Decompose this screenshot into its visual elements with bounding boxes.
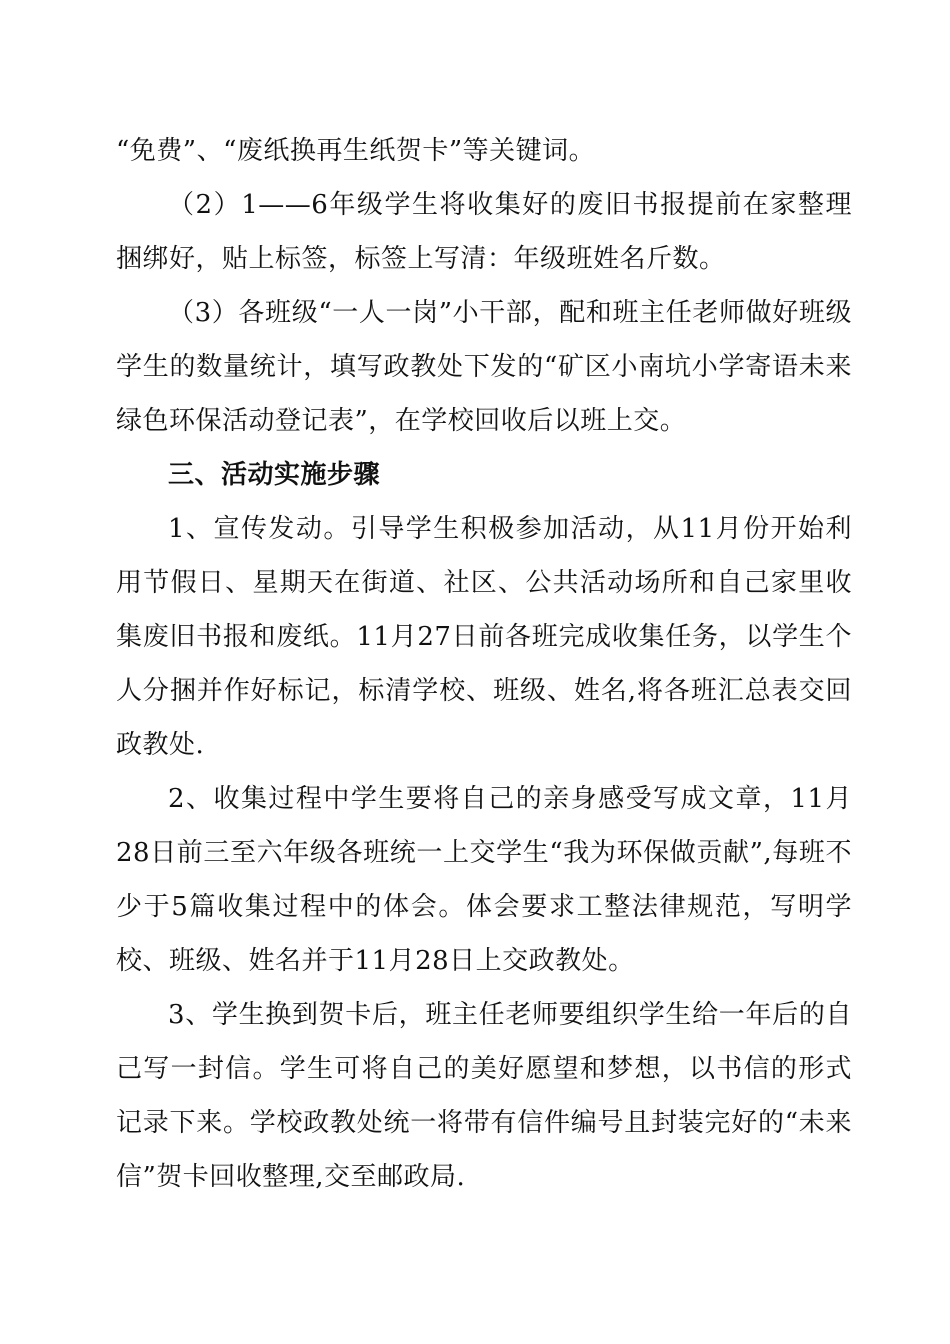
document-body	[116, 124, 852, 1204]
paragraph-step-1: 1、宣传发动。引导学生积极参加活动，从11月份开始利用节假日、星期天在街道、社区、公共活动场所和自己家里收集废旧书报和废纸。11月27日前各班完成收集任务，以学生个人分捆并作好标记，标清学校、班级、姓名,将各班汇总表交回政教处.	[116, 514, 852, 760]
paragraph-step-3: 3、学生换到贺卡后，班主任老师要组织学生给一年后的自己写一封信。学生可将自己的美好愿望和梦想，以书信的形式记录下来。学校政教处统一将带有信件编号且封装完好的“未来信”贺卡回收整理,交至邮政局.	[116, 1000, 852, 1192]
paragraph-continuation: “免费”、“废纸换再生纸贺卡”等关键词。	[116, 136, 596, 166]
paragraph-item-3: （3）各班级“一人一岗”小干部，配和班主任老师做好班级学生的数量统计，填写政教处下发的“矿区小南坑小学寄语未来绿色环保活动登记表”，在学校回收后以班上交。	[116, 298, 852, 436]
paragraph-step-2: 2、收集过程中学生要将自己的亲身感受写成文章，11月28日前三至六年级各班统一上交学生“我为环保做贡献”,每班不少于5篇收集过程中的体会。体会要求工整法律规范，写明学校、班级、姓名并于11月28日上交政教处。	[116, 784, 852, 976]
paragraph-item-2: （2）1——6年级学生将收集好的废旧书报提前在家整理捆绑好，贴上标签，标签上写清：年级班姓名斤数。	[116, 190, 852, 274]
section-heading: 三、活动实施步骤	[168, 460, 381, 490]
